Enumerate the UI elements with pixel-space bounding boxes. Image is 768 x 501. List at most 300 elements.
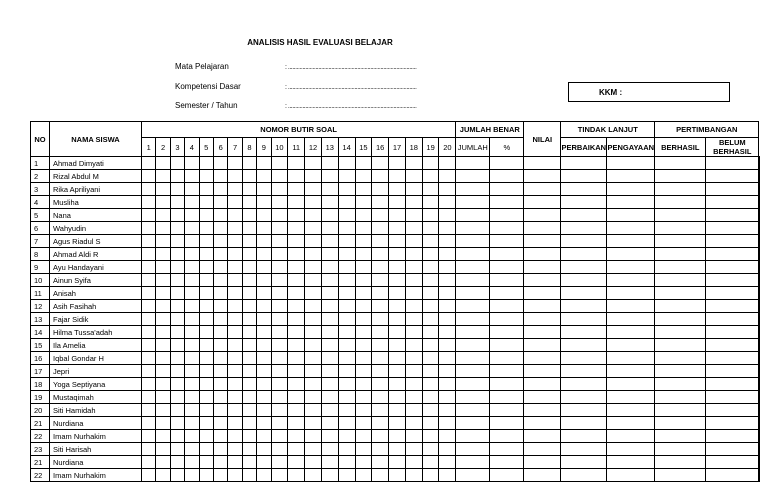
empty-cell xyxy=(422,417,439,430)
empty-cell xyxy=(607,209,655,222)
empty-cell xyxy=(242,222,256,235)
empty-cell xyxy=(321,274,338,287)
empty-cell xyxy=(759,222,760,235)
empty-cell xyxy=(372,339,389,352)
empty-cell xyxy=(213,365,227,378)
empty-cell xyxy=(405,365,422,378)
empty-cell xyxy=(389,326,406,339)
empty-cell xyxy=(759,430,760,443)
empty-cell xyxy=(199,248,213,261)
empty-cell xyxy=(372,404,389,417)
table-row xyxy=(31,209,760,222)
empty-cell xyxy=(338,443,355,456)
empty-cell xyxy=(142,430,156,443)
empty-cell xyxy=(655,378,706,391)
empty-cell xyxy=(607,313,655,326)
empty-cell xyxy=(271,209,288,222)
empty-cell xyxy=(372,209,389,222)
empty-cell xyxy=(524,417,561,430)
empty-cell xyxy=(389,209,406,222)
empty-cell xyxy=(142,326,156,339)
empty-cell xyxy=(389,183,406,196)
empty-cell xyxy=(213,417,227,430)
student-no: 11 xyxy=(31,287,50,300)
student-no: 17 xyxy=(31,365,50,378)
empty-cell xyxy=(490,430,524,443)
empty-cell xyxy=(213,300,227,313)
empty-cell xyxy=(142,157,156,170)
empty-cell xyxy=(405,300,422,313)
empty-cell xyxy=(706,157,759,170)
empty-cell xyxy=(372,300,389,313)
empty-cell xyxy=(405,235,422,248)
empty-cell xyxy=(389,222,406,235)
empty-cell xyxy=(706,287,759,300)
table-row xyxy=(31,274,760,287)
empty-cell xyxy=(405,313,422,326)
header-no: NO xyxy=(31,122,50,157)
empty-cell xyxy=(372,430,389,443)
header-tindak-lanjut: TINDAK LANJUT xyxy=(561,122,655,138)
empty-cell xyxy=(142,404,156,417)
empty-cell xyxy=(456,248,490,261)
empty-cell xyxy=(456,235,490,248)
student-name: Jepri xyxy=(50,365,142,378)
empty-cell xyxy=(305,326,322,339)
empty-cell xyxy=(271,326,288,339)
empty-cell xyxy=(156,222,170,235)
empty-cell xyxy=(242,365,256,378)
empty-cell xyxy=(213,430,227,443)
empty-cell xyxy=(524,313,561,326)
empty-cell xyxy=(170,456,184,469)
header-berhasil-line: BERHASIL xyxy=(713,147,752,156)
empty-cell xyxy=(170,430,184,443)
empty-cell xyxy=(422,157,439,170)
empty-cell xyxy=(490,391,524,404)
empty-cell xyxy=(185,274,199,287)
empty-cell xyxy=(372,313,389,326)
empty-cell xyxy=(271,443,288,456)
empty-cell xyxy=(156,352,170,365)
empty-cell xyxy=(170,222,184,235)
empty-cell xyxy=(199,469,213,482)
empty-cell xyxy=(156,300,170,313)
empty-cell xyxy=(142,183,156,196)
empty-cell xyxy=(271,196,288,209)
empty-cell xyxy=(405,391,422,404)
table-row xyxy=(31,157,760,170)
empty-cell xyxy=(607,300,655,313)
empty-cell xyxy=(305,443,322,456)
empty-cell xyxy=(228,469,242,482)
empty-cell xyxy=(213,170,227,183)
empty-cell xyxy=(271,430,288,443)
empty-cell xyxy=(524,183,561,196)
student-no: 8 xyxy=(31,248,50,261)
table-row xyxy=(31,326,760,339)
empty-cell xyxy=(338,469,355,482)
empty-cell xyxy=(321,261,338,274)
empty-cell xyxy=(257,391,271,404)
empty-cell xyxy=(456,365,490,378)
empty-cell xyxy=(185,456,199,469)
empty-cell xyxy=(185,404,199,417)
empty-cell xyxy=(213,313,227,326)
header-question-number: 8 xyxy=(242,138,256,157)
empty-cell xyxy=(355,404,372,417)
empty-cell xyxy=(142,339,156,352)
empty-cell xyxy=(338,235,355,248)
empty-cell xyxy=(655,391,706,404)
student-no: 10 xyxy=(31,274,50,287)
empty-cell xyxy=(759,365,760,378)
empty-cell xyxy=(355,274,372,287)
empty-cell xyxy=(456,417,490,430)
empty-cell xyxy=(456,339,490,352)
header-persen: % xyxy=(490,138,524,157)
table-row xyxy=(31,469,760,482)
empty-cell xyxy=(170,339,184,352)
empty-cell xyxy=(257,261,271,274)
empty-cell xyxy=(561,352,607,365)
student-name: Siti Hamidah xyxy=(50,404,142,417)
header-question-number: 20 xyxy=(439,138,456,157)
empty-cell xyxy=(439,183,456,196)
empty-cell xyxy=(321,417,338,430)
empty-cell xyxy=(305,300,322,313)
empty-cell xyxy=(405,248,422,261)
empty-cell xyxy=(156,196,170,209)
empty-cell xyxy=(338,196,355,209)
empty-cell xyxy=(759,196,760,209)
empty-cell xyxy=(228,443,242,456)
empty-cell xyxy=(185,261,199,274)
empty-cell xyxy=(490,274,524,287)
empty-cell xyxy=(321,404,338,417)
student-no: 23 xyxy=(31,443,50,456)
empty-cell xyxy=(228,365,242,378)
empty-cell xyxy=(607,404,655,417)
empty-cell xyxy=(242,274,256,287)
empty-cell xyxy=(170,391,184,404)
student-name: Nurdiana xyxy=(50,456,142,469)
empty-cell xyxy=(170,261,184,274)
meta-label: Kompetensi Dasar xyxy=(175,82,241,91)
empty-cell xyxy=(439,222,456,235)
empty-cell xyxy=(185,326,199,339)
empty-cell xyxy=(199,339,213,352)
student-name: Ainun Syifa xyxy=(50,274,142,287)
student-no: 9 xyxy=(31,261,50,274)
empty-cell xyxy=(257,456,271,469)
empty-cell xyxy=(355,430,372,443)
empty-cell xyxy=(561,404,607,417)
empty-cell xyxy=(405,183,422,196)
empty-cell xyxy=(185,157,199,170)
empty-cell xyxy=(561,326,607,339)
empty-cell xyxy=(228,235,242,248)
empty-cell xyxy=(389,170,406,183)
empty-cell xyxy=(185,469,199,482)
empty-cell xyxy=(456,183,490,196)
empty-cell xyxy=(257,183,271,196)
empty-cell xyxy=(156,248,170,261)
empty-cell xyxy=(338,365,355,378)
empty-cell xyxy=(338,274,355,287)
empty-cell xyxy=(242,300,256,313)
empty-cell xyxy=(524,222,561,235)
empty-cell xyxy=(561,170,607,183)
empty-cell xyxy=(439,196,456,209)
evaluation-table xyxy=(30,121,760,482)
student-name: Ahmad Dimyati xyxy=(50,157,142,170)
empty-cell xyxy=(355,248,372,261)
table-row xyxy=(31,300,760,313)
empty-cell xyxy=(271,417,288,430)
empty-cell xyxy=(257,157,271,170)
empty-cell xyxy=(271,300,288,313)
empty-cell xyxy=(655,352,706,365)
empty-cell xyxy=(170,287,184,300)
empty-cell xyxy=(142,313,156,326)
empty-cell xyxy=(213,391,227,404)
student-no: 20 xyxy=(31,404,50,417)
empty-cell xyxy=(228,170,242,183)
empty-cell xyxy=(561,235,607,248)
empty-cell xyxy=(199,430,213,443)
empty-cell xyxy=(389,248,406,261)
empty-cell xyxy=(156,235,170,248)
student-no: 4 xyxy=(31,196,50,209)
empty-cell xyxy=(185,209,199,222)
empty-cell xyxy=(338,209,355,222)
empty-cell xyxy=(199,157,213,170)
empty-cell xyxy=(228,417,242,430)
empty-cell xyxy=(228,274,242,287)
student-name: Hilma Tussa'adah xyxy=(50,326,142,339)
empty-cell xyxy=(338,157,355,170)
header-berhasil: BERHASIL xyxy=(655,138,706,157)
empty-cell xyxy=(355,235,372,248)
empty-cell xyxy=(142,235,156,248)
empty-cell xyxy=(490,443,524,456)
table-row xyxy=(31,365,760,378)
header-nomor-butir: NOMOR BUTIR SOAL xyxy=(142,122,456,138)
empty-cell xyxy=(389,378,406,391)
empty-cell xyxy=(185,287,199,300)
empty-cell xyxy=(405,378,422,391)
empty-cell xyxy=(405,287,422,300)
empty-cell xyxy=(242,287,256,300)
empty-cell xyxy=(185,183,199,196)
empty-cell xyxy=(607,430,655,443)
empty-cell xyxy=(199,261,213,274)
empty-cell xyxy=(170,170,184,183)
empty-cell xyxy=(372,469,389,482)
empty-cell xyxy=(561,183,607,196)
empty-cell xyxy=(524,274,561,287)
empty-cell xyxy=(524,261,561,274)
student-name: Mustaqimah xyxy=(50,391,142,404)
empty-cell xyxy=(389,157,406,170)
empty-cell xyxy=(422,313,439,326)
empty-cell xyxy=(321,352,338,365)
empty-cell xyxy=(759,313,760,326)
empty-cell xyxy=(524,339,561,352)
empty-cell xyxy=(257,222,271,235)
empty-cell xyxy=(305,469,322,482)
student-name: Rizal Abdul M xyxy=(50,170,142,183)
student-no: 19 xyxy=(31,391,50,404)
student-name: Nana xyxy=(50,209,142,222)
empty-cell xyxy=(439,157,456,170)
empty-cell xyxy=(142,300,156,313)
empty-cell xyxy=(199,170,213,183)
empty-cell xyxy=(185,443,199,456)
empty-cell xyxy=(759,261,760,274)
empty-cell xyxy=(355,326,372,339)
empty-cell xyxy=(439,352,456,365)
empty-cell xyxy=(372,170,389,183)
header-question-number: 18 xyxy=(405,138,422,157)
empty-cell xyxy=(422,456,439,469)
empty-cell xyxy=(759,248,760,261)
empty-cell xyxy=(422,300,439,313)
document-title: ANALISIS HASIL EVALUASI BELAJAR xyxy=(247,38,393,47)
empty-cell xyxy=(185,170,199,183)
empty-cell xyxy=(213,183,227,196)
empty-cell xyxy=(170,365,184,378)
empty-cell xyxy=(185,352,199,365)
empty-cell xyxy=(321,326,338,339)
empty-cell xyxy=(607,235,655,248)
empty-cell xyxy=(355,183,372,196)
empty-cell xyxy=(257,300,271,313)
empty-cell xyxy=(561,313,607,326)
empty-cell xyxy=(213,196,227,209)
empty-cell xyxy=(355,339,372,352)
empty-cell xyxy=(561,430,607,443)
empty-cell xyxy=(199,313,213,326)
empty-cell xyxy=(439,209,456,222)
student-no: 6 xyxy=(31,222,50,235)
empty-cell xyxy=(213,222,227,235)
empty-cell xyxy=(405,209,422,222)
empty-cell xyxy=(759,404,760,417)
empty-cell xyxy=(199,209,213,222)
kkm-label: KKM : xyxy=(599,88,623,97)
student-name: Iqbal Gondar H xyxy=(50,352,142,365)
empty-cell xyxy=(142,365,156,378)
empty-cell xyxy=(422,469,439,482)
empty-cell xyxy=(288,196,305,209)
empty-cell xyxy=(490,352,524,365)
empty-cell xyxy=(759,157,760,170)
empty-cell xyxy=(355,456,372,469)
empty-cell xyxy=(321,339,338,352)
header-question-number: 6 xyxy=(213,138,227,157)
empty-cell xyxy=(271,404,288,417)
empty-cell xyxy=(185,378,199,391)
empty-cell xyxy=(524,209,561,222)
empty-cell xyxy=(185,391,199,404)
empty-cell xyxy=(257,209,271,222)
empty-cell xyxy=(706,456,759,469)
empty-cell xyxy=(490,404,524,417)
empty-cell xyxy=(389,261,406,274)
empty-cell xyxy=(288,339,305,352)
empty-cell xyxy=(405,170,422,183)
empty-cell xyxy=(524,352,561,365)
empty-cell xyxy=(338,391,355,404)
empty-cell xyxy=(706,196,759,209)
empty-cell xyxy=(439,391,456,404)
empty-cell xyxy=(142,209,156,222)
empty-cell xyxy=(355,365,372,378)
empty-cell xyxy=(524,365,561,378)
table-row xyxy=(31,378,760,391)
empty-cell xyxy=(228,209,242,222)
empty-cell xyxy=(338,222,355,235)
empty-cell xyxy=(185,339,199,352)
empty-cell xyxy=(156,183,170,196)
header-belum-berhasil xyxy=(706,138,759,157)
empty-cell xyxy=(257,378,271,391)
table-row xyxy=(31,170,760,183)
empty-cell xyxy=(185,248,199,261)
empty-cell xyxy=(355,157,372,170)
empty-cell xyxy=(156,430,170,443)
empty-cell xyxy=(759,339,760,352)
empty-cell xyxy=(456,391,490,404)
empty-cell xyxy=(185,417,199,430)
empty-cell xyxy=(439,287,456,300)
empty-cell xyxy=(321,196,338,209)
empty-cell xyxy=(242,443,256,456)
empty-cell xyxy=(405,222,422,235)
empty-cell xyxy=(655,157,706,170)
empty-cell xyxy=(759,235,760,248)
empty-cell xyxy=(405,469,422,482)
empty-cell xyxy=(607,222,655,235)
empty-cell xyxy=(372,417,389,430)
empty-cell xyxy=(271,183,288,196)
empty-cell xyxy=(271,456,288,469)
table-row xyxy=(31,196,760,209)
empty-cell xyxy=(607,274,655,287)
empty-cell xyxy=(257,352,271,365)
empty-cell xyxy=(439,469,456,482)
empty-cell xyxy=(170,300,184,313)
empty-cell xyxy=(288,365,305,378)
empty-cell xyxy=(321,157,338,170)
empty-cell xyxy=(655,404,706,417)
header-question-number: 12 xyxy=(305,138,322,157)
empty-cell xyxy=(405,157,422,170)
empty-cell xyxy=(213,261,227,274)
empty-cell xyxy=(706,235,759,248)
empty-cell xyxy=(156,339,170,352)
empty-cell xyxy=(257,469,271,482)
empty-cell xyxy=(456,170,490,183)
student-no: 22 xyxy=(31,430,50,443)
empty-cell xyxy=(338,313,355,326)
empty-cell xyxy=(422,326,439,339)
empty-cell xyxy=(655,235,706,248)
empty-cell xyxy=(338,170,355,183)
table-row xyxy=(31,443,760,456)
